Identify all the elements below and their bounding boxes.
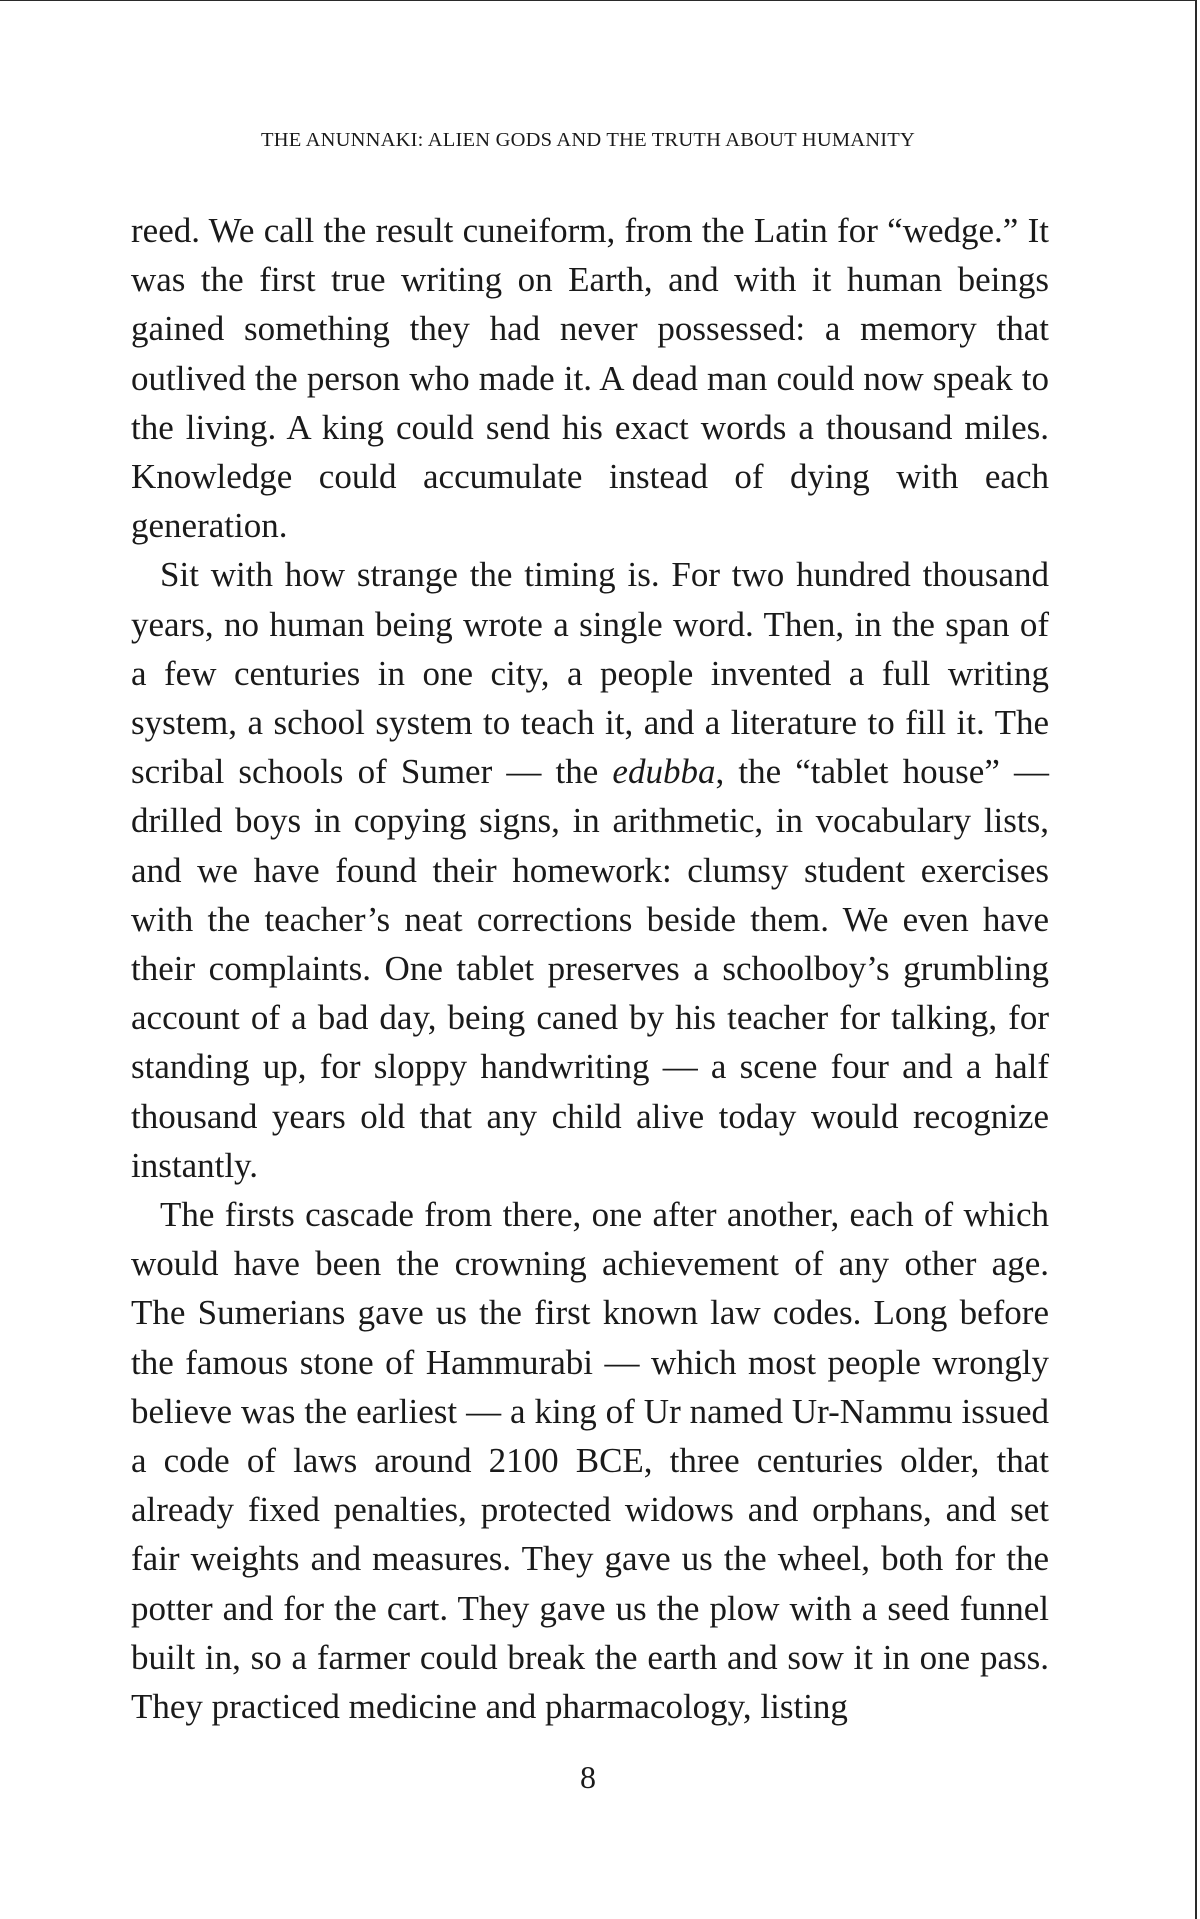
paragraph-3: The firsts cascade from there, one after another, each of which would have been the crowning achievement of any other age. The Sumerians gave us the first known law codes. Long before the famous stone of Hammurabi — which most people wrongly believe was the earliest — a king of Ur named Ur-Nammu issued a code of laws around 2100 BCE, three centuries older, that already fixed penalties, protected widows and orphans, and set fair weights and measures. They gave us the wheel, both for the potter and for the cart. They gave us the plow with a seed funnel built in, so a farmer could break the earth and sow it in one pass. They practiced medicine and pharmacology, listing — [131, 1195, 1049, 1727]
page-number: 8 — [580, 1759, 596, 1795]
paragraph-2-text-b: , the “tablet house” — drilled boys in copying signs, in arithmetic, in vocabulary lists, and we have found their homework: clumsy student exercises with the teacher’s neat corrections beside them. We even have their complaints. One tablet preserves a schoolboy’s grumbling account of a bad day, being caned by his teacher for talking, for standing up, for sloppy handwriting — a scene four and a half thousand years old that any child alive today would recognize instantly. — [131, 752, 1049, 1185]
paragraph-2-text-a: Sit with how strange the timing is. For two hundred thousand years, no human being wrote a single word. Then, in the span of a few centuries in one city, a people invented a full writing system, a school system to teach it, and a literature to fill it. The scribal schools of Sumer — the — [131, 555, 1049, 792]
running-head: THE ANUNNAKI: ALIEN GODS AND THE TRUTH ABOUT HUMANITY — [260, 129, 916, 151]
edubba-term: edubba — [612, 752, 716, 792]
paragraph-1: reed. We call the result cuneiform, from the Latin for “wedge.” It was the first true writing on Earth, and with it human beings gained something they had never possessed: a memory that outlived the person who made it. A dead man could now speak to the living. A king could send his exact words a thousand miles. Knowledge could accumulate instead of dying with each generation. — [131, 211, 1049, 546]
paragraph-2 — [131, 550, 1049, 1190]
body-text — [131, 206, 1049, 1731]
